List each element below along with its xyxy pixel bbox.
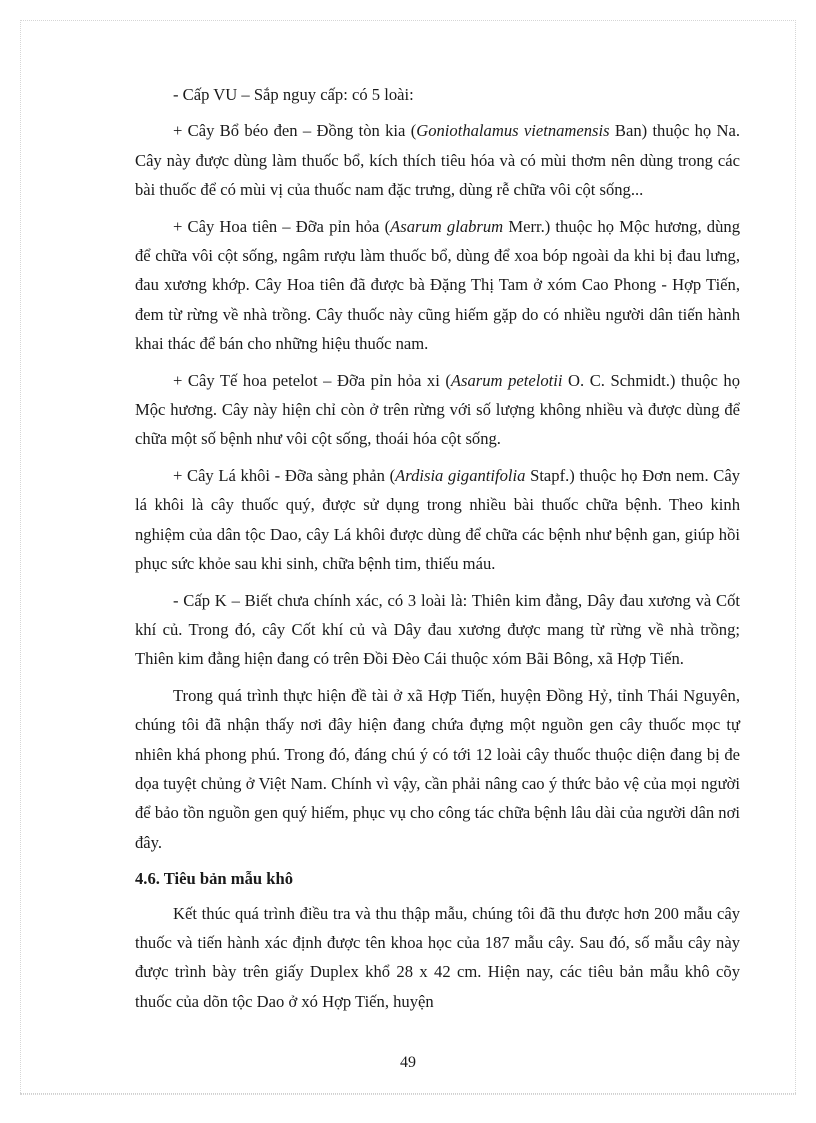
paragraph-text: + Cây Lá khôi - Đỡa sàng phản (: [173, 465, 396, 485]
paragraph-text: + Cây Tế hoa petelot – Đỡa pỉn hỏa xi (: [173, 370, 451, 390]
paragraph-text: Merr.) thuộc họ Mộc hương, dùng để chữa vôi cột sống, ngâm rượu làm thuốc bổ, dùng để xoa bóp ngoài da khi bị đau lưng, đau xương khớp. Cây Hoa tiên đã được bà Đặng Thị Tam ở xóm Cao Phong - Hợp Tiến, đem từ rừng về nhà trồng. Cây thuốc này cũng hiếm gặp do có nhiều người dân tiến hành khai thác để bán cho những hiệu thuốc nam.: [135, 216, 740, 354]
paragraph-ket-thuc: Kết thúc quá trình điều tra và thu thập mẫu, chúng tôi đã thu được hơn 200 mẫu cây thuốc và tiến hành xác định được tên khoa học của 187 mẫu cây. Sau đó, số mẫu cây này được trình bày trên giấy Duplex khổ 28 x 42 cm. Hiện nay, các tiêu bản mẫu khô cõy thuốc của dõn tộc Dao ở xó Hợp Tiến, huyện: [135, 903, 740, 1011]
paragraph-text: Ban) thuộc họ Na. Cây này được dùng làm thuốc bổ, kích thích tiêu hóa và có mùi thơm nên dùng trong các bài thuốc để có mùi vị của thuốc nam đặc trưng, dùng rễ chữa vôi cột sống...: [135, 121, 740, 200]
paragraph-trong-qua-trinh: Trong quá trình thực hiện đề tài ở xã Hợp Tiến, huyện Đồng Hỷ, tỉnh Thái Nguyên, chúng tôi đã nhận thấy nơi đây hiện đang chứa đựng một nguồn gen cây thuốc mọc tự nhiên khá phong phú. Trong đó, đáng chú ý có tới 12 loài cây thuốc thuộc diện đang bị đe dọa tuyệt chủng ở Việt Nam. Chính vì vậy, cần phải nâng cao ý thức bảo vệ của mọi người để bảo tồn nguồn gen quý hiếm, phục vụ cho công tác chữa bệnh lâu dài của người dân nơi đây.: [135, 685, 740, 852]
scientific-name: Goniothalamus vietnamensis: [416, 121, 610, 141]
paragraph-text: O. C. Schmidt.) thuộc họ Mộc hương. Cây này hiện chỉ còn ở trên rừng với số lượng không nhiều và được dùng để chữa một số bệnh như vôi cột sống, thoái hóa cột sống.: [135, 370, 741, 449]
paragraph-te-hoa-petelot: [135, 366, 740, 454]
scientific-name: Ardisia gigantifolia: [395, 465, 526, 485]
page-number: 49: [400, 1054, 416, 1071]
paragraph-text: + Cây Bổ béo đen – Đồng tòn kia (: [173, 121, 417, 141]
paragraph-hoa-tien: [135, 212, 740, 359]
document-body: [135, 80, 740, 1023]
paragraph-bo-beo-den: [135, 116, 740, 204]
scientific-name: Asarum petelotii: [450, 370, 563, 390]
page-bottom-rule: [20, 1093, 796, 1094]
paragraph-cap-vu: - Cấp VU – Sắp nguy cấp: có 5 loài:: [173, 85, 414, 104]
section-heading: 4.6. Tiêu bản mẫu khô: [135, 869, 294, 889]
paragraph-text: Stapf.) thuộc họ Đơn nem. Cây lá khôi là cây thuốc quý, được sử dụng trong nhiều bài thuốc chữa bệnh. Theo kinh nghiệm của dân tộc Dao, cây Lá khôi được dùng để chữa các bệnh như bệnh gan, giúp hồi phục sức khỏe sau khi sinh, chữa bệnh tim, thiếu máu.: [135, 465, 740, 574]
scientific-name: Asarum glabrum: [390, 216, 504, 236]
paragraph-text: + Cây Hoa tiên – Đỡa pỉn hỏa (: [173, 216, 391, 236]
paragraph-cap-k: - Cấp K – Biết chưa chính xác, có 3 loài là: Thiên kim đằng, Dây đau xương và Cốt khí củ. Trong đó, cây Cốt khí củ và Dây đau xương được mang từ rừng về nhà trồng; Thiên kim đằng hiện đang có trên Đồi Đèo Cái thuộc xóm Bãi Bông, xã Hợp Tiến.: [135, 590, 740, 669]
paragraph-la-khoi: [135, 461, 740, 579]
